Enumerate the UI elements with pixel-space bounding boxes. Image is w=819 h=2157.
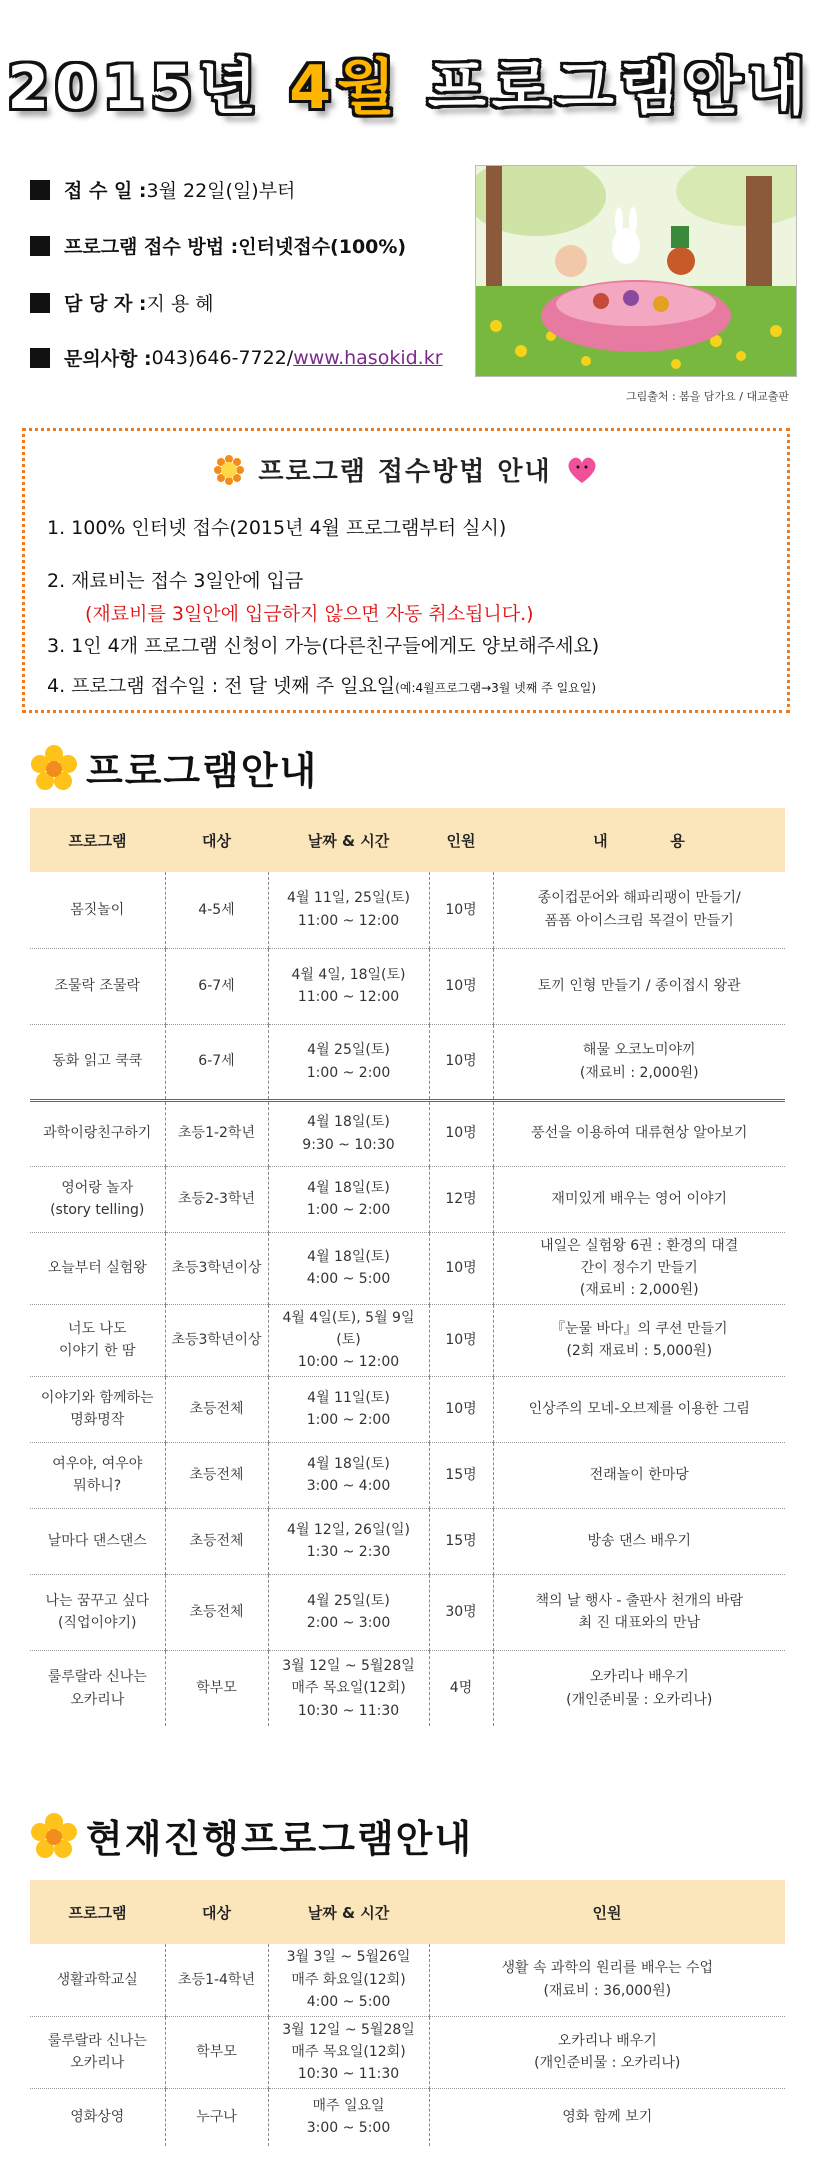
yellow-flower-icon <box>30 1812 78 1860</box>
info-method <box>30 232 406 259</box>
cell-datetime: 4월 18일(토) 9:30 ~ 10:30 <box>268 1100 429 1166</box>
cell-capacity: 10명 <box>429 872 493 948</box>
cell-content: 재미있게 배우는 영어 이야기 <box>493 1166 785 1232</box>
cell-datetime: 4월 18일(토) 4:00 ~ 5:00 <box>268 1232 429 1304</box>
table-row <box>30 872 785 948</box>
section-current-heading <box>30 1808 473 1863</box>
col-header-datetime: 날짜 & 시간 <box>268 808 429 872</box>
cell-target: 6-7세 <box>165 948 268 1024</box>
cell-datetime: 4월 18일(토) 1:00 ~ 2:00 <box>268 1166 429 1232</box>
registration-guide-box <box>22 428 790 713</box>
cell-datetime: 4월 4일, 18일(토) 11:00 ~ 12:00 <box>268 948 429 1024</box>
cell-capacity: 10명 <box>429 948 493 1024</box>
cell-datetime: 3월 12일 ~ 5월28일 매주 목요일(12회) 10:30 ~ 11:30 <box>268 2016 429 2088</box>
cell-target: 초등3학년이상 <box>165 1232 268 1304</box>
guide-item-4 <box>47 671 596 698</box>
cell-capacity: 15명 <box>429 1442 493 1508</box>
cell-datetime: 4월 11일, 25일(토) 11:00 ~ 12:00 <box>268 872 429 948</box>
info-phone: 043)646-7722/ <box>151 346 294 369</box>
cell-target: 학부모 <box>165 2016 268 2088</box>
col-header-capacity: 인원 <box>429 1880 785 1944</box>
cell-datetime: 4월 12일, 26일(일) 1:30 ~ 2:30 <box>268 1508 429 1574</box>
cell-content: 방송 댄스 배우기 <box>493 1508 785 1574</box>
cell-program: 몸짓놀이 <box>30 872 165 948</box>
info-label: 담 당 자 : <box>64 293 147 315</box>
info-label: 접 수 일 : <box>64 180 147 202</box>
cell-content: 생활 속 과학의 원리를 배우는 수업 (재료비 : 36,000원) <box>429 1944 785 2016</box>
cell-program: 오늘부터 실험왕 <box>30 1232 165 1304</box>
table-row <box>30 2016 785 2088</box>
cell-target: 초등1-2학년 <box>165 1100 268 1166</box>
cell-target: 초등전체 <box>165 1442 268 1508</box>
cell-program: 너도 나도 이야기 한 땀 <box>30 1304 165 1376</box>
cell-content: 책의 날 행사 - 출판사 천개의 바람 최 진 대표와의 만남 <box>493 1574 785 1650</box>
page-title <box>0 40 819 126</box>
cell-program: 영어랑 놀자 (story telling) <box>30 1166 165 1232</box>
program-table-header <box>30 808 785 872</box>
info-value: 지 용 혜 <box>146 293 214 315</box>
cell-content: 풍선을 이용하여 대류현상 알아보기 <box>493 1100 785 1166</box>
table-row <box>30 1166 785 1232</box>
table-row <box>30 1574 785 1650</box>
cell-target: 학부모 <box>165 1650 268 1726</box>
table-row <box>30 1508 785 1574</box>
cell-datetime: 4월 25일(토) 2:00 ~ 3:00 <box>268 1574 429 1650</box>
guide-item-2: 2. 재료비는 접수 3일안에 입금 <box>47 570 304 592</box>
table-row <box>30 1944 785 2016</box>
cell-program: 여우야, 여우야 뭐하니? <box>30 1442 165 1508</box>
cell-program: 생활과학교실 <box>30 1944 165 2016</box>
title-year: 2015년 <box>7 53 290 123</box>
cell-datetime: 3월 3일 ~ 5월26일 매주 화요일(12회) 4:00 ~ 5:00 <box>268 1944 429 2016</box>
bullet-square-icon <box>30 348 50 368</box>
current-table-header <box>30 1880 785 1944</box>
bullet-square-icon <box>30 293 50 313</box>
cell-target: 초등전체 <box>165 1574 268 1650</box>
picnic-illustration-svg <box>476 166 796 376</box>
cell-program: 과학이랑친구하기 <box>30 1100 165 1166</box>
info-contact <box>30 344 443 371</box>
cell-capacity: 12명 <box>429 1166 493 1232</box>
cell-target: 초등2-3학년 <box>165 1166 268 1232</box>
cell-program: 날마다 댄스댄스 <box>30 1508 165 1574</box>
guide-title-row <box>25 451 787 488</box>
cell-content: 토끼 인형 만들기 / 종이접시 왕관 <box>493 948 785 1024</box>
col-header-program: 프로그램 <box>30 808 165 872</box>
table-row <box>30 1232 785 1304</box>
section-program-title: 프로그램안내 <box>86 749 319 793</box>
guide-item-4-text: 4. 프로그램 접수일 : 전 달 넷째 주 일요일 <box>47 675 396 697</box>
info-value: 인터넷접수(100%) <box>238 236 407 258</box>
info-label: 프로그램 접수 방법 : <box>64 236 239 258</box>
cell-content: 인상주의 모네-오브제를 이용한 그림 <box>493 1376 785 1442</box>
cell-content: 해물 오코노미야끼 (재료비 : 2,000원) <box>493 1024 785 1100</box>
cell-content: 내일은 실험왕 6권 : 환경의 대결 간이 정수기 만들기 (재료비 : 2,000원) <box>493 1232 785 1304</box>
table-row <box>30 1442 785 1508</box>
info-value: 3월 22일(일)부터 <box>146 180 296 202</box>
table-row <box>30 1304 785 1376</box>
cell-content: 『눈물 바다』의 쿠션 만들기 (2회 재료비 : 5,000원) <box>493 1304 785 1376</box>
sun-flower-icon <box>214 455 244 485</box>
cell-target: 6-7세 <box>165 1024 268 1100</box>
cell-datetime: 4월 18일(토) 3:00 ~ 4:00 <box>268 1442 429 1508</box>
cell-program: 룰루랄라 신나는 오카리나 <box>30 2016 165 2088</box>
cell-target: 누구나 <box>165 2088 268 2146</box>
section-current-title: 현재진행프로그램안내 <box>86 1817 474 1861</box>
cell-target: 초등전체 <box>165 1508 268 1574</box>
guide-item-4-example: (예:4월프로그램→3월 넷째 주 일요일) <box>395 681 597 695</box>
cell-content: 종이컵문어와 해파리팽이 만들기/ 폼폼 아이스크림 목걸이 만들기 <box>493 872 785 948</box>
cell-program: 조물락 조물락 <box>30 948 165 1024</box>
cell-program: 이야기와 함께하는 명화명작 <box>30 1376 165 1442</box>
cell-target: 초등1-4학년 <box>165 1944 268 2016</box>
cell-content: 전래놀이 한마당 <box>493 1442 785 1508</box>
cell-program: 동화 읽고 쿡쿡 <box>30 1024 165 1100</box>
cell-datetime: 3월 12일 ~ 5월28일 매주 목요일(12회) 10:30 ~ 11:30 <box>268 1650 429 1726</box>
cell-program: 영화상영 <box>70 2109 125 2126</box>
table-row <box>30 1024 785 1100</box>
picnic-illustration <box>475 165 797 377</box>
info-date <box>30 176 295 203</box>
table-row <box>30 1376 785 1442</box>
cell-datetime: 4월 25일(토) 1:00 ~ 2:00 <box>268 1024 429 1100</box>
cell-program: 룰루랄라 신나는 오카리나 <box>47 1669 147 1708</box>
heart-icon <box>566 455 598 485</box>
col-header-target: 대상 <box>165 1880 268 1944</box>
table-row <box>30 1650 785 1726</box>
guide-item-2-note: (재료비를 3일안에 입금하지 않으면 자동 취소됩니다.) <box>85 603 534 625</box>
cell-capacity: 10명 <box>429 1376 493 1442</box>
guide-title: 프로그램 접수방법 안내 <box>258 457 552 487</box>
col-header-datetime: 날짜 & 시간 <box>268 1880 429 1944</box>
cell-datetime: 4월 11일(토) 1:00 ~ 2:00 <box>268 1376 429 1442</box>
cell-content: 오카리나 배우기 (개인준비물 : 오카리나) <box>429 2016 785 2088</box>
col-header-target: 대상 <box>165 808 268 872</box>
cell-capacity: 10명 <box>429 1232 493 1304</box>
image-credit: 그림출처 : 봄을 담가요 / 대교출판 <box>625 390 789 403</box>
cell-capacity: 4명 <box>429 1650 493 1726</box>
col-header-content: 내 용 <box>493 808 785 872</box>
cell-content: 오카리나 배우기 (개인준비물 : 오카리나) <box>493 1650 785 1726</box>
title-text: 프로그램안내 <box>400 53 812 123</box>
title-month: 4월 <box>289 53 401 123</box>
table-row <box>30 948 785 1024</box>
cell-capacity: 15명 <box>429 1508 493 1574</box>
guide-item-3: 3. 1인 4개 프로그램 신청이 가능(다른친구들에게도 양보해주세요) <box>47 635 600 657</box>
cell-target: 초등전체 <box>165 1376 268 1442</box>
cell-capacity: 30명 <box>429 1574 493 1650</box>
col-header-capacity: 인원 <box>429 808 493 872</box>
info-manager <box>30 289 214 316</box>
current-program-table <box>30 1880 785 2146</box>
table-row <box>30 1100 785 1166</box>
cell-datetime: 4월 4일(토), 5월 9일(토) 10:00 ~ 12:00 <box>268 1304 429 1376</box>
website-link[interactable]: www.hasokid.kr <box>293 346 443 369</box>
cell-capacity: 10명 <box>429 1304 493 1376</box>
table-row <box>30 2088 785 2146</box>
cell-target: 초등3학년이상 <box>165 1304 268 1376</box>
info-label: 문의사항 : <box>64 348 152 370</box>
cell-target: 4-5세 <box>165 872 268 948</box>
cell-capacity: 10명 <box>429 1024 493 1100</box>
guide-item-1: 1. 100% 인터넷 접수(2015년 4월 프로그램부터 실시) <box>47 517 507 539</box>
program-table <box>30 808 785 1726</box>
cell-program: 나는 꿈꾸고 싶다 (직업이야기) <box>30 1574 165 1650</box>
bullet-square-icon <box>30 236 50 256</box>
yellow-flower-icon <box>30 744 78 792</box>
cell-content: 영화 함께 보기 <box>429 2088 785 2146</box>
bullet-square-icon <box>30 180 50 200</box>
section-program-heading <box>30 740 318 795</box>
cell-capacity: 10명 <box>429 1100 493 1166</box>
cell-datetime: 매주 일요일 3:00 ~ 5:00 <box>268 2088 429 2146</box>
col-header-program: 프로그램 <box>30 1880 165 1944</box>
